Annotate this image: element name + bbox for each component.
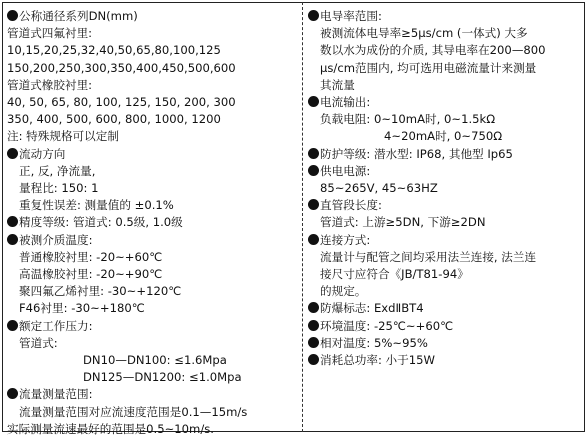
right-spec-column	[308, 8, 583, 369]
current-output-line-1: 负载电阻: 0~10mA时, 0~1.5kΩ	[320, 112, 496, 127]
temp-f46: F46衬里: -30~+180℃	[19, 301, 145, 316]
pressure-range-2: DN125—DN1200: ≤1.0Mpa	[83, 370, 242, 385]
bullet-icon	[7, 148, 18, 159]
rubber-sizes-line-1: 40, 50, 65, 80, 100, 125, 150, 200, 300	[7, 95, 236, 110]
straight-pipe-value: 管道式: 上游≥5DN, 下游≥2DN	[320, 215, 486, 230]
range-ratio: 量程比: 150: 1	[19, 181, 99, 196]
bullet-icon	[308, 10, 319, 21]
current-output-line-2: 4~20mA时, 0~750Ω	[384, 129, 503, 144]
power-supply-title: 供电电源:	[308, 163, 583, 180]
flow-range-title: 流量测量范围:	[7, 386, 299, 403]
flow-range-line-1: 流量测量范围对应流速度范围是0.1—15m/s	[19, 404, 248, 419]
conductivity-line-4: 其流量	[320, 77, 355, 92]
rubber-sizes-line-2: 350, 400, 500, 600, 800, 1000, 1200	[7, 112, 221, 127]
flow-direction-title: 流动方向	[7, 146, 299, 163]
pressure-pipe-type: 管道式:	[19, 335, 58, 350]
bullet-icon	[308, 234, 319, 245]
column-divider	[302, 2, 303, 432]
bullet-icon	[7, 10, 18, 21]
pressure-title: 额定工作压力:	[7, 318, 299, 335]
accuracy-grade: 精度等级: 管道式: 0.5级, 1.0级	[7, 214, 299, 231]
conductivity-line-1: 被测流体电导率≥5μs/cm (一体式) 大多	[320, 26, 528, 41]
connection-line-3: 的规定。	[320, 284, 367, 299]
repeatability-error: 重复性误差: 测量值的 ±0.1%	[19, 198, 174, 213]
bullet-icon	[308, 165, 319, 176]
dn-section-title: 公称通径系列DN(mm)	[7, 8, 299, 25]
temp-high-rubber: 高温橡胶衬里: -20~+90℃	[19, 267, 163, 282]
bullet-icon	[7, 320, 18, 331]
explosion-proof-mark: 防爆标志: ExdⅡBT4	[308, 300, 583, 317]
flow-range-line-2: 实际测量流速最好的范围是0.5~10m/s.	[7, 421, 214, 436]
ptfe-sizes-line-2: 150,200,250,300,350,400,450,500,600	[7, 60, 236, 75]
conductivity-line-2: 数以水为成份的介质, 其导电率在200—800	[320, 43, 546, 58]
power-supply-value: 85~265V, 45~63HZ	[320, 181, 438, 196]
bullet-icon	[308, 148, 319, 159]
current-output-title: 电流输出:	[308, 94, 583, 111]
relative-humidity: 相对温度: 5%~95%	[308, 335, 583, 352]
temp-ptfe: 聚四氟乙烯衬里: -30~+120℃	[19, 284, 182, 299]
connection-line-1: 流量计与配管之间均采用法兰连接, 法兰连	[320, 249, 537, 264]
medium-temp-title: 被测介质温度:	[7, 232, 299, 249]
connection-line-2: 接尺寸应符合《JB/T81-94》	[320, 267, 469, 282]
ambient-temperature: 环境温度: -25℃~+60℃	[308, 318, 583, 335]
ptfe-sizes-line-1: 10,15,20,25,32,40,50,65,80,100,125	[7, 43, 221, 58]
flow-direction-value: 正, 反, 净流量,	[19, 163, 96, 178]
ptfe-lining-title: 管道式四氟衬里:	[7, 26, 93, 41]
temp-standard-rubber: 普通橡胶衬里: -20~+60℃	[19, 249, 163, 264]
bullet-icon	[308, 96, 319, 107]
left-spec-column	[7, 8, 299, 438]
bullet-icon	[308, 337, 319, 348]
pressure-range-1: DN10—DN100: ≤1.6Mpa	[83, 353, 227, 368]
protection-grade: 防护等级: 潜水型: IP68, 其他型 Ip65	[308, 146, 583, 163]
conductivity-title: 电导率范围:	[308, 8, 583, 25]
rubber-lining-title: 管道式橡胶衬里:	[7, 77, 93, 92]
straight-pipe-title: 直管段长度:	[308, 197, 583, 214]
connection-title: 连接方式:	[308, 232, 583, 249]
bullet-icon	[7, 388, 18, 399]
bullet-icon	[308, 302, 319, 313]
bullet-icon	[308, 354, 319, 365]
bullet-icon	[7, 234, 18, 245]
bullet-icon	[308, 320, 319, 331]
special-size-note: 注: 特殊规格可以定制	[7, 129, 119, 144]
total-power-consumption: 消耗总功率: 小于15W	[308, 352, 583, 369]
bullet-icon	[7, 216, 18, 227]
bullet-icon	[308, 199, 319, 210]
conductivity-line-3: μs/cm范围内, 均可选用电磁流量计来测量	[320, 60, 537, 75]
